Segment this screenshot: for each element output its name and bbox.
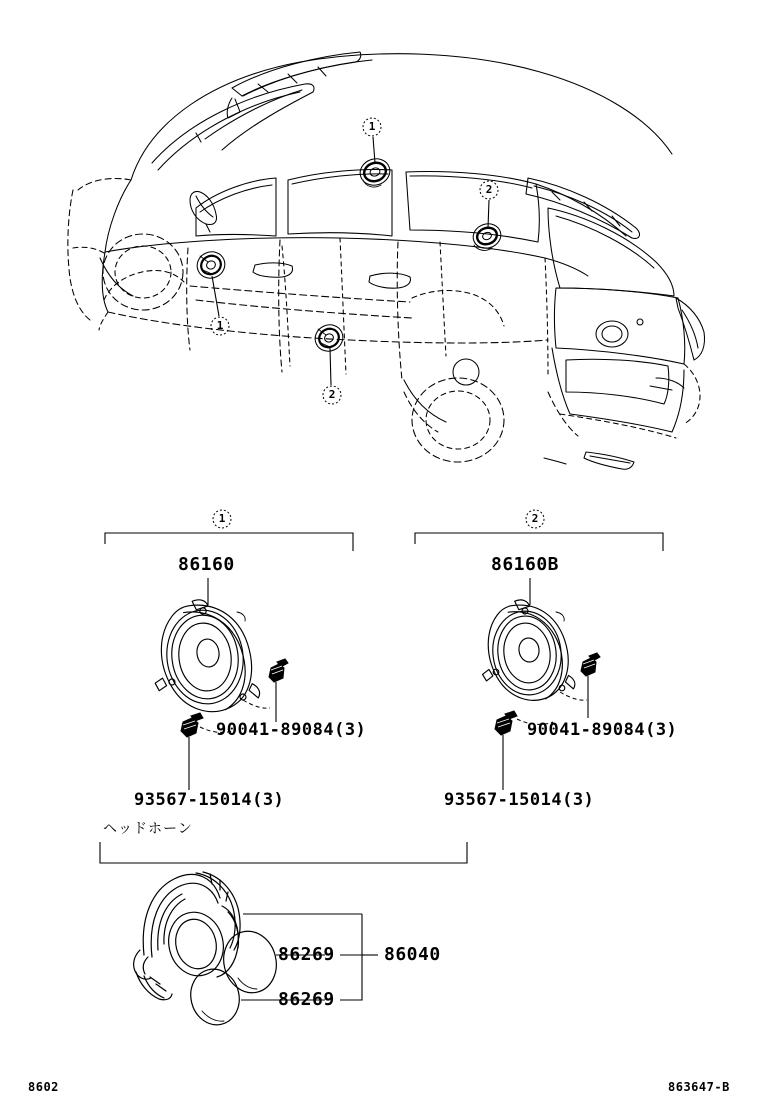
callout-label-2: 2 — [485, 183, 493, 196]
group-1-part-number: 86160 — [178, 554, 235, 575]
headphone-item-1-label: 86269 — [278, 944, 335, 965]
headphone-assembly-brace — [340, 914, 362, 1000]
footer-sheet-code: 863647-B — [668, 1080, 730, 1094]
group-1-marker-label: 1 — [218, 512, 226, 525]
callout-label-3: 1 — [216, 319, 224, 332]
headphone-item-2-label: 86269 — [278, 989, 335, 1010]
headphone-group-title: ヘッドホーン — [103, 821, 193, 837]
group-2-part-number: 86160B — [491, 554, 560, 575]
headphone-bracket — [100, 842, 467, 863]
callout-label-1: 1 — [368, 120, 376, 133]
group-1-clip-label: 93567-15014(3) — [134, 790, 285, 810]
group-2-clip-label: 93567-15014(3) — [444, 790, 595, 810]
group-1-screw-label: 90041-89084(3) — [216, 720, 367, 740]
group-2-marker-label: 2 — [531, 512, 539, 525]
headphone-assembly-label: 86040 — [384, 944, 441, 965]
callout-label-4: 2 — [328, 388, 336, 401]
group-2-screw-label: 90041-89084(3) — [527, 720, 678, 740]
footer-page-code: 8602 — [28, 1080, 59, 1094]
